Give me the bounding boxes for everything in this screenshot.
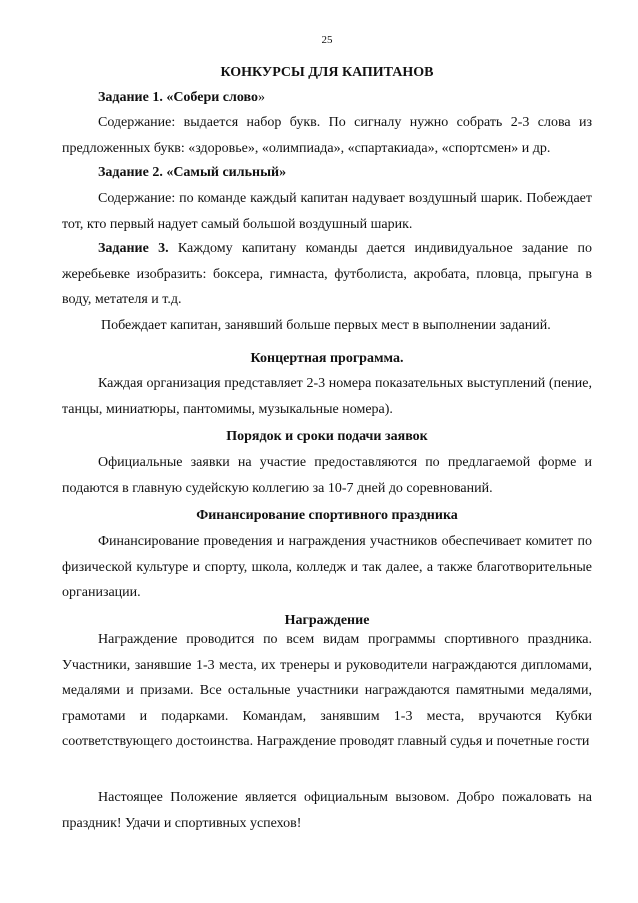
task-3-content: Каждому капитану команды дается индивидуальное задание по жеребьевке изобразить: боксера, гимнаста, футболиста, акробата, пловца, прыгуна в воду, метателя и т.д. bbox=[62, 241, 592, 307]
section-paragraph-financing: Финансирование проведения и награждения участников обеспечивает комитет по физической культуре и спорту, школа, колледж и так далее, а также благотворительные организации. bbox=[62, 534, 592, 600]
section-paragraph-awards: Награждение проводится по всем видам программы спортивного праздника. Участники, занявшие 1-3 места, их тренеры и руководители награждаются дипломами, медалями и призами. Все остальные участники награждаются памятными медалями, грамотами и подарками. Командам, занявшим 1-3 места, вручаются Кубки соответствующего достоинства. Награждение проводят главный судья и почетные гости bbox=[62, 632, 592, 749]
task-1-label-tail: » bbox=[258, 90, 265, 105]
section-paragraph-applications: Официальные заявки на участие предоставляются по предлагаемой форме и подаются в главную судейскую коллегию за 10-7 дней до соревнований. bbox=[62, 455, 592, 496]
task-2-label: Задание 2. «Самый сильный» bbox=[98, 165, 287, 180]
section-heading-financing: Финансирование спортивного праздника bbox=[196, 508, 458, 523]
closing-paragraph: Настоящее Положение является официальным вызовом. Добро пожаловать на праздник! Удачи и спортивных успехов! bbox=[62, 790, 592, 831]
task-3-paragraph bbox=[62, 236, 592, 313]
section-heading-awards: Награждение bbox=[284, 613, 370, 628]
section-heading-concert: Концертная программа. bbox=[250, 351, 404, 366]
task-1-content: Содержание: выдается набор букв. По сигналу нужно собрать 2-3 слова из предложенных букв: «здоровье», «олимпиада», «спартакиада», «спортсмен» и др. bbox=[62, 115, 592, 156]
winner-text: Побеждает капитан, занявший больше первых мест в выполнении заданий. bbox=[101, 318, 551, 333]
task-3-label: Задание 3. bbox=[98, 241, 169, 256]
page-number: 25 bbox=[321, 34, 333, 46]
section-paragraph-concert: Каждая организация представляет 2-3 номера показательных выступлений (пение, танцы, миниатюры, пантомимы, музыкальные номера). bbox=[62, 376, 592, 417]
task-1-label: Задание 1. «Собери слово bbox=[98, 90, 258, 105]
task-1-heading bbox=[62, 85, 592, 111]
page-title: КОНКУРСЫ ДЛЯ КАПИТАНОВ bbox=[220, 65, 434, 80]
task-2-heading bbox=[62, 160, 592, 186]
section-heading-applications: Порядок и сроки подачи заявок bbox=[226, 429, 428, 444]
task-2-content: Содержание: по команде каждый капитан надувает воздушный шарик. Побеждает тот, кто первый надует самый большой воздушный шарик. bbox=[62, 191, 592, 232]
